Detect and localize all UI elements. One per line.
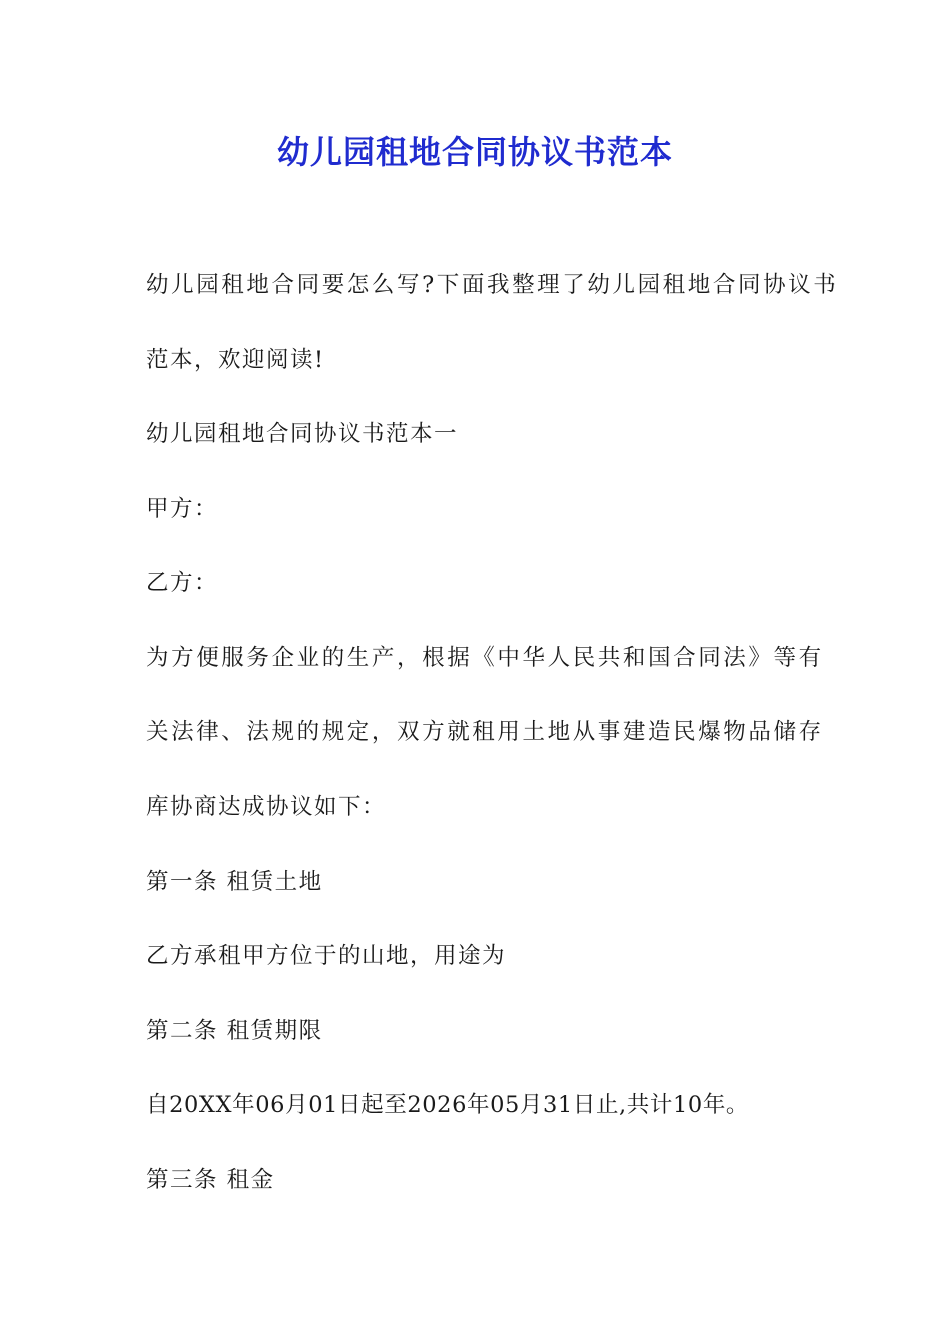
preamble-line-2: 关法律、法规的规定，双方就租用土地从事建造民爆物品储存 bbox=[146, 719, 824, 745]
intro-line-1: 幼儿园租地合同要怎么写?下面我整理了幼儿园租地合同协议书 bbox=[146, 272, 839, 298]
article-3-heading: 第三条 租金 bbox=[146, 1167, 275, 1193]
preamble-line-3: 库协商达成协议如下： bbox=[146, 794, 387, 820]
party-a-label: 甲方： bbox=[146, 496, 219, 522]
document-title: 幼儿园租地合同协议书范本 bbox=[276, 133, 673, 171]
party-b-label: 乙方： bbox=[146, 570, 219, 596]
intro-line-2: 范本，欢迎阅读! bbox=[146, 347, 325, 373]
article-2-text: 自20XX年06月01日起至2026年05月31日止,共计10年。 bbox=[146, 1092, 750, 1118]
section-heading: 幼儿园租地合同协议书范本一 bbox=[146, 421, 459, 447]
preamble-line-1: 为方便服务企业的生产，根据《中华人民共和国合同法》等有 bbox=[146, 645, 824, 671]
article-1-text: 乙方承租甲方位于的山地，用途为 bbox=[146, 943, 507, 969]
article-2-heading: 第二条 租赁期限 bbox=[146, 1018, 323, 1044]
article-1-heading: 第一条 租赁土地 bbox=[146, 869, 323, 895]
